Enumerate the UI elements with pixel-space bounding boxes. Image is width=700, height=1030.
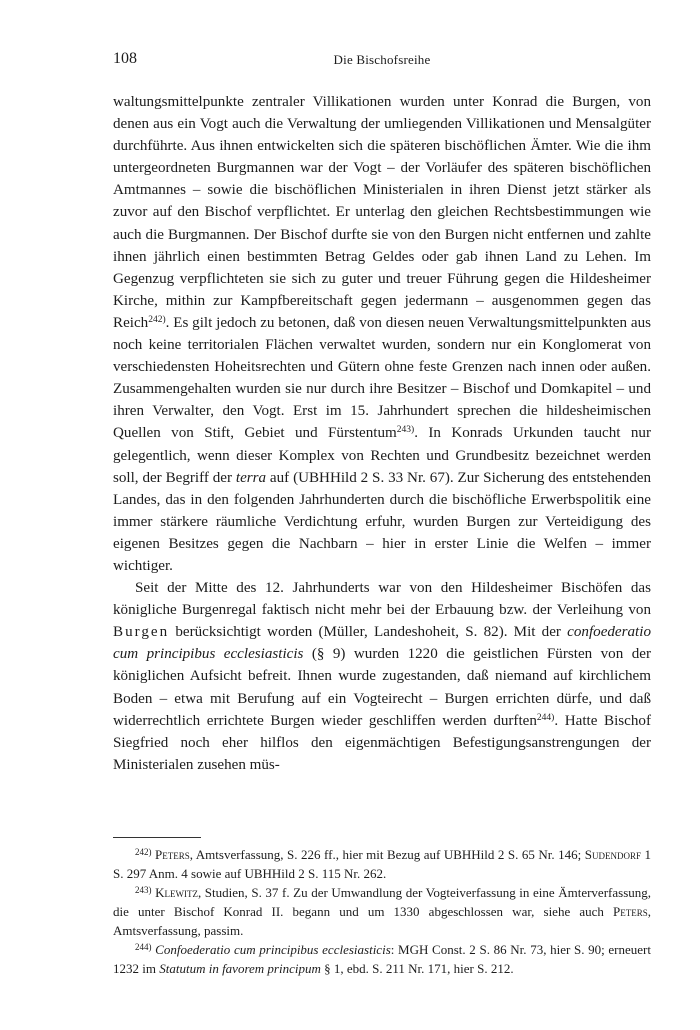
footnote-244 <box>113 940 651 978</box>
paragraph-1 <box>113 91 651 577</box>
source-title: Statutum in favorem principum <box>159 961 321 976</box>
confoederatio-title: confoederatio cum principibus ecclesiasticis <box>113 624 651 663</box>
footnote-number: 244) <box>135 942 152 952</box>
footnote-text: , Amtsverfassung, passim. <box>113 904 651 938</box>
footnote-number: 243) <box>135 885 152 895</box>
running-title: Die Bischofsreihe <box>333 52 431 67</box>
paragraph-1-text-c: . In Konrads Urkunden taucht nur gelegentlich, wenn dieser Komplex von Rechten und Grundbesitz bezeichnet werden soll, der Begriff der <box>113 425 651 486</box>
footnote-number: 242) <box>135 847 152 857</box>
paragraph-2-text-c: (§ 9) wurden 1220 die geistlichen Fürsten von der königlichen Aufsicht befreit. Ihnen wurde zugestanden, daß niemand auf kirchlichem Boden – etwa mit Berufung auf ein Vogteirecht – Burgen errichten dürfe, und daß widerrechtlich errichtete Burgen wieder geschliffen werden durften <box>113 646 651 729</box>
paragraph-2 <box>113 577 651 776</box>
footnote-ref-243: 243) <box>396 425 415 436</box>
footnote-243 <box>113 883 651 940</box>
page-header <box>113 50 651 74</box>
paragraph-1-text-d: auf (UBHHild 2 S. 33 Nr. 67). Zur Sicherung des entstehenden Landes, das in den folgenden Jahrhunderten durch die bischöfliche Erwerbspolitik eine immer stärkere räumliche Verdichtung erfuhr, wurden Burgen zur Verteidigung des eigenen Besitzes gegen die Nachbarn – hier in erster Linie die Welfen – immer wichtiger. <box>113 469 652 574</box>
author-name: Sudendorf <box>584 847 641 862</box>
author-name: Peters <box>155 847 190 862</box>
paragraph-2-text-b: berücksichtigt worden (Müller, Landeshoheit, S. 82). Mit der <box>169 624 568 641</box>
term-terra: terra <box>235 469 267 486</box>
paragraph-1-text-a: waltungsmittelpunkte zentraler Villikationen wurden unter Konrad die Burgen, von denen aus ein Vogt auch die Verwaltung der umliegenden Villikationen und Mensalgüter durchführte. Aus ihnen entwickelten sich die späteren bischöflichen Ämter. Wie die ihm untergeordneten Burgmannen war der Vogt – der Vorläufer des späteren bischöflichen Amtmannes – sowie die bischöflichen Ministerialen in ihren Dienst jetzt stärker als zuvor auf den Bischof verpflichtet. Er unterlag den gleichen Rechtsbestimmungen wie auch die Burgmannen. Der Bischof durfte sie von den Burgen nicht entfernen und zahlte ihnen jährlich einen bestimmten Betrag Geldes oder gab ihnen Land zu Lehen. Im Gegenzug verpflichteten sie sich zu guter und treuer Führung gegen die Hildesheimer Kirche, mithin zur Kampfbereitschaft gegen jedermann – ausgenommen gegen das Reich <box>113 94 651 331</box>
footnote-text: § 1, ebd. S. 211 Nr. 171, hier S. 212. <box>320 961 514 976</box>
page-number: 108 <box>113 50 137 67</box>
paragraph-2-text-d: . Hatte Bischof Siegfried noch eher hilflos den eigenmächtigen Befestigungsanstrengungen der Ministerialen zusehen müs- <box>113 712 651 773</box>
footnote-text: 1 S. 297 Anm. 4 sowie auf UBHHild 2 S. 115 Nr. 262. <box>113 847 652 881</box>
author-name: Klewitz <box>155 885 198 900</box>
footnote-242 <box>113 845 651 883</box>
source-title: Confoederatio cum principibus ecclesiasticis <box>155 942 391 957</box>
paragraph-1-text-b: . Es gilt jedoch zu betonen, daß von diesen neuen Verwaltungsmittelpunkten aus noch keine territorialen Flächen verwaltet wurden, sondern nur ein Konglomerat von verschiedensten Hoheitsrechten und Gütern ohne feste Grenzen nach innen oder außen. Zusammengehalten wurden sie nur durch ihre Besitzer – Bischof und Domkapitel – und ihren Verwalter, den Vogt. Erst im 15. Jahrhundert sprechen die hildesheimischen Quellen von Stift, Gebiet und Fürstentum <box>113 314 651 442</box>
footnotes <box>113 845 651 978</box>
footnote-text: , Studien, S. 37 f. Zu der Umwandlung der Vogteiverfassung in eine Ämterverfassung, die unter Bischof Konrad II. begann und um 1330 abgeschlossen war, siehe auch <box>113 885 651 919</box>
footnote-text: , Amtsverfassung, S. 226 ff., hier mit Bezug auf UBHHild 2 S. 65 Nr. 146; <box>189 847 585 862</box>
footnote-text: : MGH Const. 2 S. 86 Nr. 73, hier S. 90; erneuert 1232 im <box>113 942 651 976</box>
footnote-ref-244: 244) <box>536 712 555 723</box>
paragraph-2-text-a: Seit der Mitte des 12. Jahrhunderts war von den Hildesheimer Bischöfen das königliche Burgenregal faktisch nicht mehr bei der Erbauung bzw. der Verleihung von <box>113 580 651 619</box>
footnote-separator <box>113 837 201 838</box>
footnote-ref-242: 242) <box>148 314 166 325</box>
spaced-word-burgen: Burgen <box>113 624 170 641</box>
main-text <box>113 91 651 776</box>
author-name: Peters <box>613 904 648 919</box>
